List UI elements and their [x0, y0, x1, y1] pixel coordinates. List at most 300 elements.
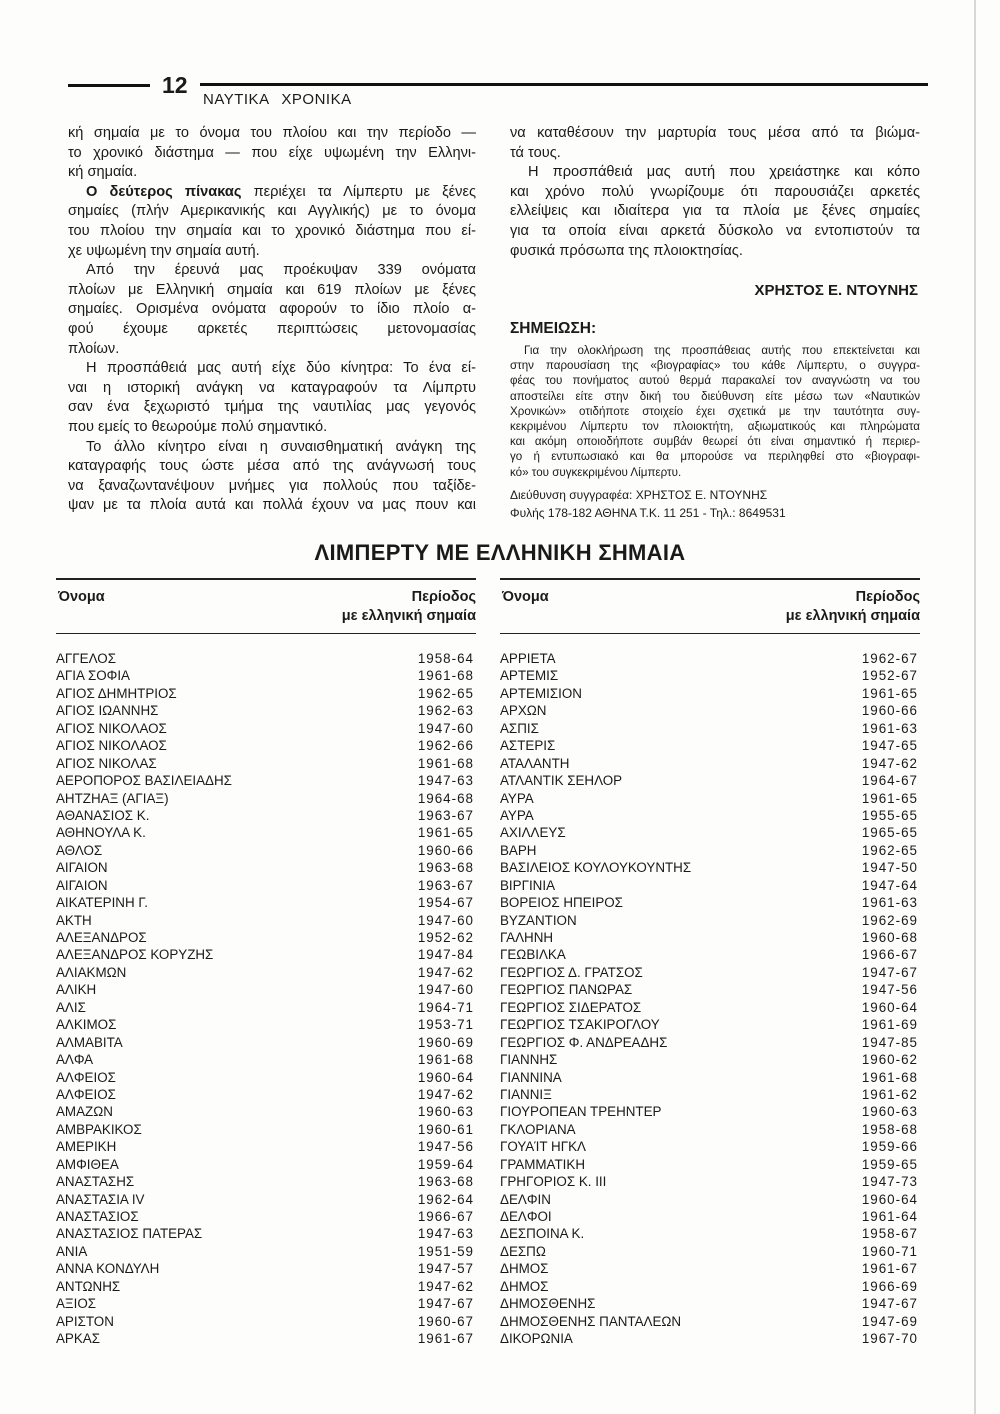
ship-name: ΓΙΑΝΝΗΣ	[500, 1052, 558, 1068]
table-rule	[56, 633, 476, 635]
greek-flag-period: 1947-73	[861, 1174, 918, 1190]
table-row	[500, 737, 920, 754]
ship-name: ΒΙΡΓΙΝΙΑ	[500, 877, 556, 893]
ship-name: ΑΛΕΞΑΝΔΡΟΣ ΚΟΡΥΖΗΣ	[56, 947, 214, 963]
ship-name: ΑΜΕΡΙΚΗ	[56, 1139, 117, 1155]
table-row	[56, 755, 476, 772]
table-row	[500, 1051, 920, 1068]
greek-flag-period: 1952-62	[417, 930, 474, 945]
text-line: κή σημαία.	[68, 164, 138, 181]
table-row	[56, 1313, 476, 1330]
table-row	[500, 946, 920, 963]
greek-flag-period: 1947-50	[861, 860, 918, 876]
table-row	[500, 1330, 920, 1347]
greek-flag-period: 1947-69	[861, 1313, 918, 1329]
ship-name: ΑΕΡΟΠΟΡΟΣ ΒΑΣΙΛΕΙΑΔΗΣ	[56, 773, 232, 789]
ship-name: ΑΛΙΑΚΜΩΝ	[56, 964, 127, 980]
table-row	[500, 1260, 920, 1277]
table-row	[56, 1295, 476, 1312]
street-address: Φυλής 178-182 ΑΘΗΝΑ Τ.Κ. 11 251 - Τηλ.: 8649531	[510, 506, 786, 520]
ship-name: ΔΗΜΟΣΘΕΝΗΣ ΠΑΝΤΑΛΕΩΝ	[500, 1313, 682, 1329]
note-line: στην παρουσίαση της «βιογραφίας» του κάθε Λίμπερτυ, ο συγγρα-	[510, 359, 920, 373]
ship-name: ΔΗΜΟΣ	[500, 1261, 549, 1277]
table-row	[56, 929, 476, 946]
ship-name: ΑΤΛΑΝΤΙΚ ΣΕΗΛΟΡ	[500, 773, 623, 789]
col-period-subheader: με ελληνική σημαία	[341, 607, 476, 624]
greek-flag-period: 1960-63	[417, 1104, 474, 1120]
note-line: Για την ολοκλήρωση της προσπάθειας αυτής που επεκτείνεται και	[524, 344, 920, 357]
ship-name: ΑΓΙΟΣ ΝΙΚΟΛΑΣ	[56, 755, 157, 771]
table-row	[500, 1034, 920, 1051]
ship-name: ΔΗΜΟΣΘΕΝΗΣ	[500, 1296, 596, 1312]
ship-name: ΑΛΦΕΙΟΣ	[56, 1086, 116, 1102]
text-line: και χρόνο πολύ γνωρίζουμε ότι παρουσιάζει αρκετές	[510, 183, 920, 200]
greek-flag-period: 1947-85	[861, 1034, 918, 1050]
table-row	[56, 1173, 476, 1190]
text-line: πλοίων.	[68, 340, 120, 357]
col-period-header: Περίοδος	[855, 588, 920, 605]
table-row	[500, 790, 920, 807]
table-header	[56, 580, 476, 633]
text-line: το χρονικό διάστημα — που είχε υψωμένη την Ελληνι-	[68, 144, 476, 161]
table-row	[500, 1156, 920, 1173]
table-rows	[500, 650, 920, 1348]
text-line: του πλοίου την σημαία και το χρονικό διάστημα που εί-	[68, 222, 476, 239]
text-line: φού έχουμε αρκετές περιπτώσεις μετονομασίας	[68, 320, 476, 337]
greek-flag-period: 1961-68	[417, 755, 474, 771]
greek-flag-period: 1962-69	[861, 912, 918, 928]
ship-name: ΑΛΙΣ	[56, 999, 86, 1015]
ship-name: ΑΡΡΙΕΤΑ	[500, 651, 556, 666]
greek-flag-period: 1961-65	[861, 685, 918, 701]
table-title: ΛΙΜΠΕΡΤΥ ΜΕ ΕΛΛΗΝΙΚΗ ΣΗΜΑΙΑ	[314, 540, 686, 565]
ship-name: ΑΣΤΕΡΙΣ	[500, 738, 556, 754]
table-row	[500, 720, 920, 737]
table-row	[56, 702, 476, 719]
table-row	[500, 1243, 920, 1260]
ship-name: ΑΡΚΑΣ	[56, 1331, 101, 1347]
table-row	[500, 667, 920, 684]
ship-name: ΑΘΗΝΟΥΛΑ Κ.	[56, 825, 146, 841]
ship-name: ΑΧΙΛΛΕΥΣ	[500, 825, 566, 841]
greek-flag-period: 1962-65	[861, 842, 918, 858]
greek-flag-period: 1947-60	[417, 982, 474, 998]
ship-name: ΑΚΤΗ	[56, 912, 92, 928]
table-row	[56, 667, 476, 684]
greek-flag-period: 1962-65	[417, 685, 474, 701]
table-header	[500, 580, 920, 633]
table-row	[56, 877, 476, 894]
table-row	[56, 1034, 476, 1051]
greek-flag-period: 1960-64	[861, 1191, 918, 1207]
ship-name: ΓΙΑΝΝΙΞ	[500, 1086, 552, 1102]
greek-flag-period: 1947-63	[417, 773, 474, 789]
note-line: φέας του πονήματος αυτού θερμά παρακαλεί τον αναγνώστη να του	[510, 374, 920, 388]
ship-name: ΓΕΩΡΓΙΟΣ ΣΙΔΕΡΑΤΟΣ	[500, 999, 642, 1015]
greek-flag-period: 1960-66	[861, 703, 918, 719]
greek-flag-period: 1960-64	[417, 1069, 474, 1085]
ship-name: ΑΓΙΟΣ ΝΙΚΟΛΑΟΣ	[56, 738, 167, 754]
table-row	[500, 929, 920, 946]
greek-flag-period: 1953-71	[417, 1017, 474, 1033]
table-row	[56, 842, 476, 859]
greek-flag-period: 1961-67	[417, 1331, 474, 1347]
table-row	[56, 1156, 476, 1173]
greek-flag-period: 1958-64	[417, 651, 474, 666]
table-row	[500, 999, 920, 1016]
table-row	[56, 946, 476, 963]
ship-name: ΒΟΡΕΙΟΣ ΗΠΕΙΡΟΣ	[500, 895, 623, 911]
ship-name: ΑΥΡΑ	[500, 807, 534, 823]
ship-name: ΑΥΡΑ	[500, 790, 534, 806]
table-rule	[500, 633, 920, 635]
greek-flag-period: 1961-63	[861, 895, 918, 911]
table-row	[56, 964, 476, 981]
text-line: Από την έρευνά μας προέκυψαν 339 ονόματα	[86, 262, 476, 279]
greek-flag-period: 1963-68	[417, 1174, 474, 1190]
table-row	[56, 824, 476, 841]
table-row	[56, 1086, 476, 1103]
table-row	[56, 720, 476, 737]
table-row	[56, 999, 476, 1016]
table-row	[500, 685, 920, 702]
greek-flag-period: 1947-62	[417, 1278, 474, 1294]
note-title: ΣΗΜΕΙΩΣΗ:	[510, 320, 597, 337]
ship-name: ΑΞΙΟΣ	[56, 1296, 97, 1312]
ship-name: ΒΥΖΑΝΤΙΟΝ	[500, 912, 577, 928]
ship-name: ΑΓΙΑ ΣΟΦΙΑ	[56, 668, 130, 684]
ship-name: ΓΙΑΝΝΙΝΑ	[500, 1069, 562, 1085]
text-line: σημαίες (πλήν Αμερικανικής και Αγγλικής) με το όνομα	[68, 203, 476, 220]
ship-name: ΓΕΩΡΓΙΟΣ ΠΑΝΩΡΑΣ	[500, 982, 633, 998]
ship-name: ΔΕΣΠΟΙΝΑ Κ.	[500, 1226, 585, 1242]
ship-name: ΑΡΙΣΤΟΝ	[56, 1313, 114, 1329]
greek-flag-period: 1947-57	[417, 1261, 474, 1277]
ship-name: ΑΓΙΟΣ ΝΙΚΟΛΑΟΣ	[56, 720, 167, 736]
text-line: να ξαναζωντανέψουν μνήμες για πολλούς που ταξίδε-	[68, 477, 476, 494]
text-line: κή σημαία με το όνομα του πλοίου και την περίοδο —	[68, 125, 476, 141]
greek-flag-period: 1966-67	[861, 947, 918, 963]
table-row	[56, 1260, 476, 1277]
ship-name: ΑΜΑΖΩΝ	[56, 1104, 113, 1120]
ship-name: ΑΛΜΑΒΙΤΑ	[56, 1034, 123, 1050]
ship-name: ΑΙΚΑΤΕΡΙΝΗ Γ.	[56, 895, 148, 911]
greek-flag-period: 1958-67	[861, 1226, 918, 1242]
ship-table-right	[500, 578, 920, 1348]
table-row	[500, 859, 920, 876]
table-row	[56, 1138, 476, 1155]
table-row	[500, 981, 920, 998]
ship-name: ΑΡΤΕΜΙΣΙΟΝ	[500, 685, 582, 701]
text-line: χε υψωμένη την σημαία αυτή.	[68, 242, 260, 259]
greek-flag-period: 1947-64	[861, 877, 918, 893]
ship-name: ΓΡΑΜΜΑΤΙΚΗ	[500, 1156, 585, 1172]
greek-flag-period: 1965-65	[861, 825, 918, 841]
ship-name: ΑΝΑΣΤΑΣΗΣ	[56, 1174, 135, 1190]
greek-flag-period: 1959-66	[861, 1139, 918, 1155]
ship-name: ΔΕΛΦΟΙ	[500, 1209, 552, 1224]
greek-flag-period: 1959-65	[861, 1156, 918, 1172]
table-row	[56, 1208, 476, 1225]
page-number: 12	[162, 72, 188, 98]
table-row	[56, 981, 476, 998]
scan-edge	[974, 0, 976, 1414]
table-row	[500, 807, 920, 824]
note-line: αποστείλει είτε στην δική του διεύθυνση είτε μέσω των «Ναυτικών	[510, 389, 920, 403]
table-row	[500, 912, 920, 929]
greek-flag-period: 1960-64	[861, 999, 918, 1015]
greek-flag-period: 1947-56	[417, 1139, 474, 1155]
ship-name: ΑΤΑΛΑΝΤΗ	[500, 755, 570, 771]
ship-name: ΑΛΦΑ	[56, 1052, 94, 1068]
text-line: σημαίες. Ορισμένα ονόματα αφορούν το ίδιο πλοίο α-	[68, 301, 476, 318]
ship-name: ΓΑΛΗΝΗ	[500, 930, 554, 945]
table-row	[500, 755, 920, 772]
table-rows	[56, 650, 476, 1348]
greek-flag-period: 1961-68	[861, 1069, 918, 1085]
ship-name: ΒΑΡΗ	[500, 842, 537, 858]
ship-name: ΑΝΑΣΤΑΣΙΑ IV	[56, 1191, 145, 1207]
text-line: να καταθέσουν την μαρτυρία τους μέσα από τα βιώμα-	[510, 125, 920, 141]
table-row	[56, 650, 476, 667]
ship-name: ΑΛΚΙΜΟΣ	[56, 1017, 117, 1033]
ship-name: ΑΗΤΖΗΑΞ (ΑΓΙΑΞ)	[56, 790, 169, 806]
ship-name: ΒΑΣΙΛΕΙΟΣ ΚΟΥΛΟΥΚΟΥΝΤΗΣ	[500, 860, 692, 876]
ship-name: ΓΕΩΒΙΛΚΑ	[500, 947, 566, 963]
col-period-header: Περίοδος	[411, 588, 476, 605]
article-right-column	[510, 124, 920, 261]
greek-flag-period: 1947-60	[417, 720, 474, 736]
table-row	[500, 842, 920, 859]
note-line: και ακόμη οποιοδήποτε συμβάν θεωρεί ότι είναι σημαντικό ή περιερ-	[510, 435, 920, 449]
ship-name: ΑΝΤΩΝΗΣ	[56, 1278, 121, 1294]
table-row	[500, 877, 920, 894]
ship-name: ΑΘΑΝΑΣΙΟΣ Κ.	[56, 807, 150, 823]
table-row	[56, 790, 476, 807]
greek-flag-period: 1961-65	[861, 790, 918, 806]
ship-name: ΓΕΩΡΓΙΟΣ Φ. ΑΝΔΡΕΑΔΗΣ	[500, 1034, 668, 1050]
table-row	[56, 859, 476, 876]
table-row	[56, 807, 476, 824]
ship-name: ΑΓΙΟΣ ΙΩΑΝΝΗΣ	[56, 703, 159, 719]
text-line	[68, 183, 476, 203]
greek-flag-period: 1962-67	[861, 651, 918, 666]
ship-name: ΑΜΒΡΑΚΙΚΟΣ	[56, 1121, 142, 1137]
note-line: κό» του συγκεκριμένου Λίμπερτυ.	[510, 465, 682, 479]
ship-name: ΑΘΛΟΣ	[56, 842, 103, 858]
table-row	[500, 1016, 920, 1033]
ship-name: ΑΓΙΟΣ ΔΗΜΗΤΡΙΟΣ	[56, 685, 177, 701]
ship-name: ΔΕΣΠΩ	[500, 1243, 546, 1259]
greek-flag-period: 1947-65	[861, 738, 918, 754]
ship-name: ΑΛΦΕΙΟΣ	[56, 1069, 116, 1085]
table-row	[500, 1225, 920, 1242]
greek-flag-period: 1955-65	[861, 807, 918, 823]
table-row	[500, 1295, 920, 1312]
ship-name: ΑΣΠΙΣ	[500, 720, 539, 736]
table-row	[500, 1173, 920, 1190]
table-row	[56, 1051, 476, 1068]
greek-flag-period: 1961-68	[417, 1052, 474, 1068]
greek-flag-period: 1962-64	[417, 1191, 474, 1207]
text-line: πλοίων με Ελληνική σημαία και 619 πλοίων με ξένες	[68, 281, 476, 298]
ship-name: ΑΛΕΞΑΝΔΡΟΣ	[56, 930, 147, 945]
greek-flag-period: 1960-69	[417, 1034, 474, 1050]
ship-name: ΔΗΜΟΣ	[500, 1278, 549, 1294]
note-line: κεκριμένου Λίμπερτυ τον πλοιοκτήτη, αξιωματικούς και πληρώματα	[510, 420, 920, 434]
ship-name: ΑΝΙΑ	[56, 1243, 88, 1259]
ship-name: ΑΜΦΙΘΕΑ	[56, 1156, 119, 1172]
ship-name: ΔΕΛΦΙΝ	[500, 1191, 551, 1207]
ship-name: ΑΙΓΑΙΟΝ	[56, 860, 108, 876]
table-row	[500, 1103, 920, 1120]
greek-flag-period: 1960-61	[417, 1121, 474, 1137]
greek-flag-period: 1947-67	[861, 964, 918, 980]
text-line: σαν ένα ξεχωριστό τμήμα της ναυτιλίας μας γεγονός	[68, 399, 476, 416]
greek-flag-period: 1952-67	[861, 668, 918, 684]
greek-flag-period: 1959-64	[417, 1156, 474, 1172]
greek-flag-period: 1947-67	[861, 1296, 918, 1312]
table-row	[500, 1278, 920, 1295]
table-row	[56, 1103, 476, 1120]
table-row	[56, 1330, 476, 1347]
table-row	[500, 824, 920, 841]
ship-name: ΑΝΑΣΤΑΣΙΟΣ	[56, 1209, 139, 1224]
greek-flag-period: 1964-68	[417, 790, 474, 806]
table-row	[56, 685, 476, 702]
note-body	[510, 343, 920, 480]
table-row	[500, 964, 920, 981]
table-row	[500, 1191, 920, 1208]
table-row	[56, 737, 476, 754]
author-signature: ΧΡΗΣΤΟΣ Ε. ΝΤΟΥΝΗΣ	[754, 282, 918, 299]
note-line: Χρονικών» οτιδήποτε στοιχείο έχει σχετικά με την ταυτότητα συγ-	[510, 404, 920, 418]
greek-flag-period: 1947-56	[861, 982, 918, 998]
text-line: καταγραφής τους ώστε μέσα από της ανάγνωσή τους	[68, 458, 476, 475]
greek-flag-period: 1947-60	[417, 912, 474, 928]
greek-flag-period: 1954-67	[417, 895, 474, 911]
text-line: Η προσπάθειά μας αυτή που χρειάστηκε και κόπο	[528, 164, 920, 181]
col-name-header: Όνομα	[502, 588, 549, 605]
note-line: γο ή εντυπωσιακό και θα μπορούσε να περιληφθεί στο «βιογραφι-	[510, 450, 920, 464]
text-line: τά τους.	[510, 144, 561, 161]
table-row	[500, 1313, 920, 1330]
table-row	[500, 772, 920, 789]
table-row	[56, 1243, 476, 1260]
ship-name: ΑΝΑΣΤΑΣΙΟΣ ΠΑΤΕΡΑΣ	[56, 1226, 203, 1242]
table-row	[500, 702, 920, 719]
article-left-column	[68, 124, 476, 516]
greek-flag-period: 1947-63	[417, 1226, 474, 1242]
greek-flag-period: 1960-67	[417, 1313, 474, 1329]
table-row	[500, 650, 920, 667]
table-row	[500, 1069, 920, 1086]
table-row	[500, 1138, 920, 1155]
greek-flag-period: 1951-59	[417, 1243, 474, 1259]
greek-flag-period: 1961-64	[861, 1209, 918, 1224]
greek-flag-period: 1960-71	[861, 1243, 918, 1259]
ship-name: ΓΕΩΡΓΙΟΣ Δ. ΓΡΑΤΣΟΣ	[500, 964, 643, 980]
table-row	[56, 1278, 476, 1295]
table-row	[56, 1191, 476, 1208]
ship-name: ΓΙΟΥΡΟΠΕΑΝ ΤΡΕΗΝΤΕΡ	[500, 1104, 662, 1120]
greek-flag-period: 1966-67	[417, 1209, 474, 1224]
text-line: για τα οποία είναι αρκετά δύσκολο να εντοπιστούν τα	[510, 222, 920, 239]
header-rule-left	[68, 84, 150, 87]
ship-name: ΑΙΓΑΙΟΝ	[56, 877, 108, 893]
ship-name: ΓΕΩΡΓΙΟΣ ΤΣΑΚΙΡΟΓΛΟΥ	[500, 1017, 660, 1033]
ship-name: ΑΛΙΚΗ	[56, 982, 97, 998]
greek-flag-period: 1960-63	[861, 1104, 918, 1120]
ship-name: ΓΚΛΟΡΙΑΝΑ	[500, 1121, 576, 1137]
greek-flag-period: 1958-68	[861, 1121, 918, 1137]
greek-flag-period: 1963-68	[417, 860, 474, 876]
text-line: ναι η ιστορική ανάγκη να καταγραφούν τα Λίμπρτυ	[68, 379, 476, 396]
greek-flag-period: 1947-67	[417, 1296, 474, 1312]
greek-flag-period: 1962-66	[417, 738, 474, 754]
col-period-subheader: με ελληνική σημαία	[785, 607, 920, 624]
table-row	[500, 1086, 920, 1103]
magazine-title: ΝΑΥΤΙΚΑ ΧΡΟΝΙΚΑ	[203, 91, 352, 108]
text-line: φυσικά πρόσωπα της πλοιοκτησίας.	[510, 242, 743, 259]
greek-flag-period: 1947-62	[417, 964, 474, 980]
header-rule-right	[200, 83, 928, 86]
table-row	[500, 1121, 920, 1138]
table-row	[56, 1225, 476, 1242]
greek-flag-period: 1960-62	[861, 1052, 918, 1068]
table-row	[56, 1016, 476, 1033]
ship-name: ΑΡΧΩΝ	[500, 703, 547, 719]
greek-flag-period: 1947-62	[417, 1086, 474, 1102]
table-row	[500, 1208, 920, 1225]
greek-flag-period: 1947-84	[417, 947, 474, 963]
table-row	[56, 894, 476, 911]
greek-flag-period: 1964-67	[861, 773, 918, 789]
greek-flag-period: 1963-67	[417, 807, 474, 823]
text-line: ελλείψεις και ιδιαίτερα για τα πλοία με ξένες σημαίες	[510, 203, 920, 220]
author-address: Διεύθυνση συγγραφέα: ΧΡΗΣΤΟΣ Ε. ΝΤΟΥΝΗΣ	[510, 488, 768, 502]
bold-phrase: Ο δεύτερος πίνακας	[86, 183, 242, 200]
greek-flag-period: 1961-62	[861, 1086, 918, 1102]
greek-flag-period: 1961-65	[417, 825, 474, 841]
greek-flag-period: 1964-71	[417, 999, 474, 1015]
greek-flag-period: 1961-69	[861, 1017, 918, 1033]
text-line: που εμείς το θεωρούμε πολύ σημαντικό.	[68, 418, 328, 435]
table-row	[56, 1069, 476, 1086]
ship-name: ΑΡΤΕΜΙΣ	[500, 668, 559, 684]
ship-table-left	[56, 578, 476, 1348]
greek-flag-period: 1961-63	[861, 720, 918, 736]
table-row	[56, 1121, 476, 1138]
text-segment: περιέχει τα Λίμπερτυ με ξένες	[241, 183, 476, 200]
ship-name: ΑΓΓΕΛΟΣ	[56, 651, 116, 666]
greek-flag-period: 1966-69	[861, 1278, 918, 1294]
text-line: Το άλλο κίνητρο είναι η συναισθηματική ανάγκη της	[86, 438, 476, 455]
col-name-header: Όνομα	[58, 588, 105, 605]
greek-flag-period: 1960-68	[861, 930, 918, 945]
greek-flag-period: 1947-62	[861, 755, 918, 771]
ship-name: ΔΙΚΟΡΩΝΙΑ	[500, 1331, 573, 1347]
greek-flag-period: 1960-66	[417, 842, 474, 858]
ship-name: ΓΟΥΑΊΤ ΗΓΚΛ	[500, 1139, 586, 1155]
ship-name: ΓΡΗΓΟΡΙΟΣ Κ. III	[500, 1174, 607, 1190]
ship-name: ΑΝΝΑ ΚΟΝΔΥΛΗ	[56, 1261, 160, 1277]
table-row	[56, 912, 476, 929]
greek-flag-period: 1967-70	[861, 1331, 918, 1347]
greek-flag-period: 1963-67	[417, 877, 474, 893]
table-row	[56, 772, 476, 789]
greek-flag-period: 1961-67	[861, 1261, 918, 1277]
